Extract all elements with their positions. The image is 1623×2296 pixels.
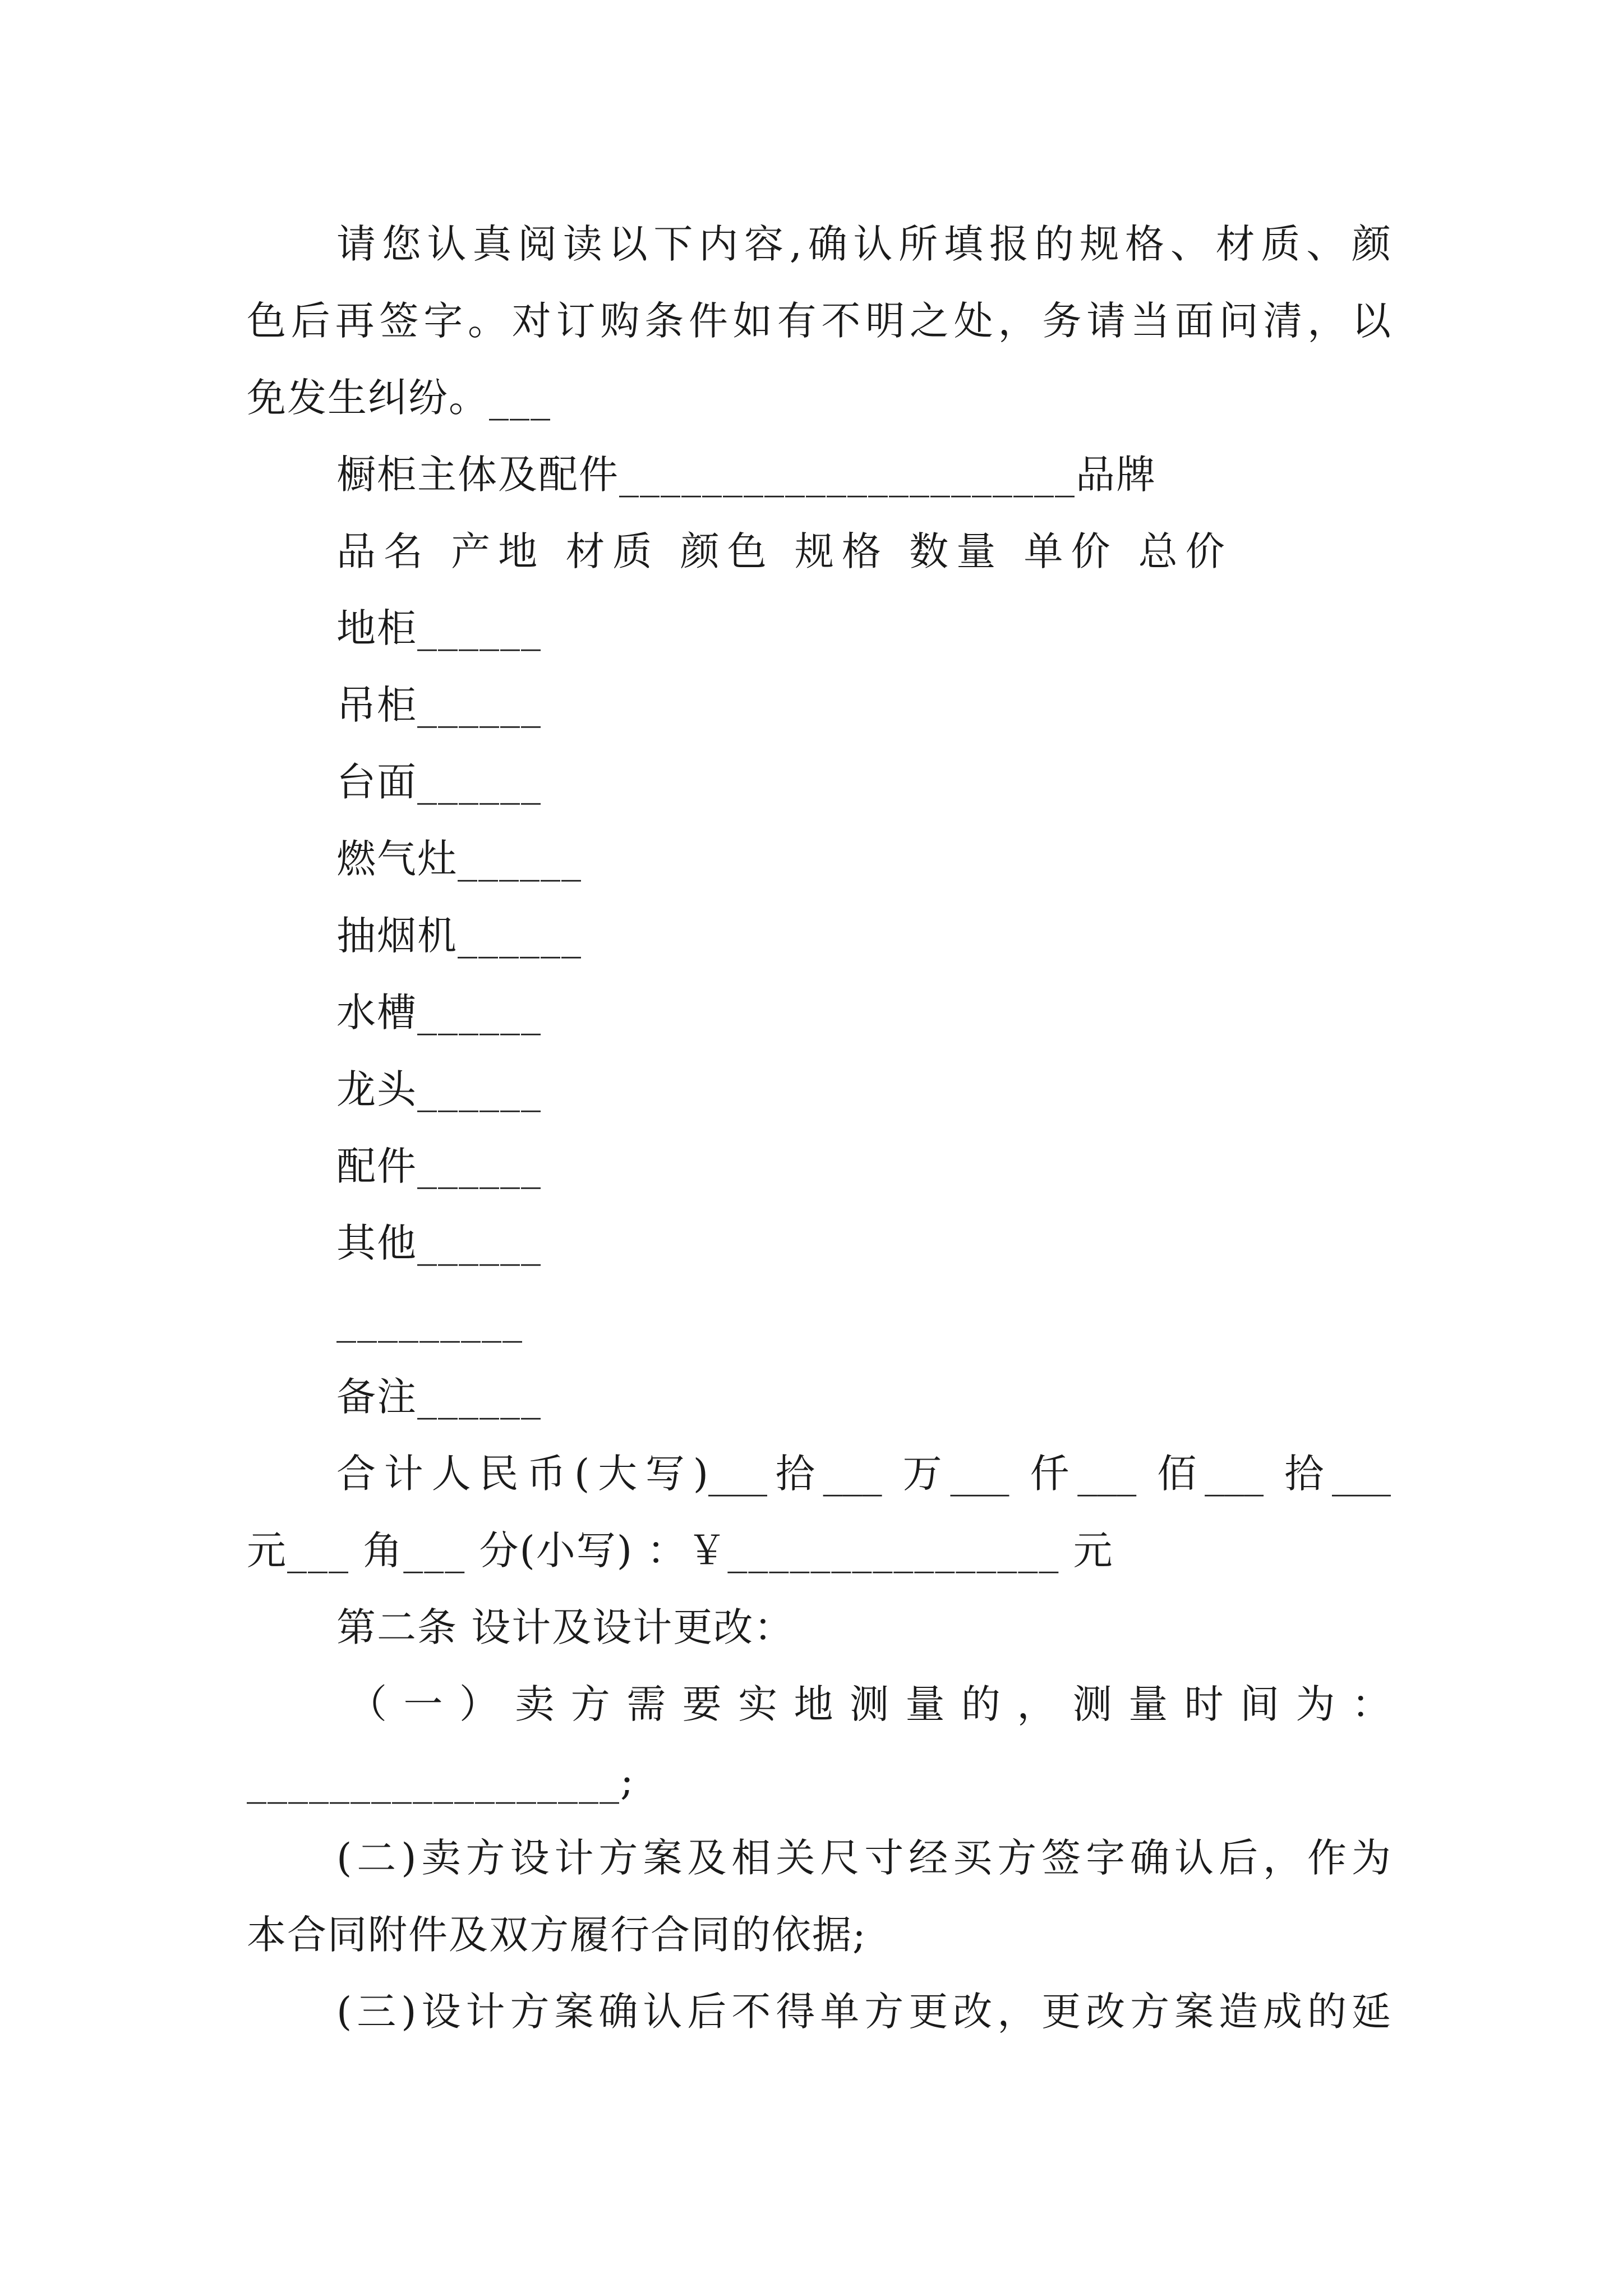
- clause-2-3-line-1: (三)设计方案确认后不得单方更改，更改方案造成的延: [336, 1989, 1391, 2035]
- clause-2-1-line-2: __________________;: [247, 1758, 635, 1804]
- paragraph-intro-line-1: 请您认真阅读以下内容,确认所填报的规格、材质、颜: [336, 221, 1391, 267]
- item-accessories: 配件______: [336, 1143, 542, 1189]
- cabinet-body-brand-line: 橱柜主体及配件______________________品牌: [336, 452, 1156, 498]
- item-gas-stove: 燃气灶______: [336, 836, 582, 882]
- paragraph-intro-line-3: 免发生纠纷。___: [247, 375, 551, 421]
- clause-2-1-line-1: （一）卖方需要实地测量的，测量时间为：: [348, 1681, 1391, 1727]
- clause-2-2-line-2: 本合同附件及双方履行合同的依据;: [247, 1912, 867, 1958]
- total-amount-line-1: 合计人民币(大写)___拾___ 万___ 仟___ 佰___ 拾___: [336, 1451, 1391, 1497]
- clause-2-2-line-1: (二)卖方设计方案及相关尺寸经买方签字确认后，作为: [336, 1835, 1391, 1881]
- item-faucet: 龙头______: [336, 1066, 542, 1112]
- table-header-line: 品名 产地 材质 颜色 规格 数量 单价 总价: [336, 528, 1233, 574]
- item-floor-cabinet: 地柜______: [336, 605, 542, 651]
- item-range-hood: 抽烟机______: [336, 913, 582, 959]
- item-sink: 水槽______: [336, 990, 542, 1036]
- item-other: 其他______: [336, 1220, 542, 1266]
- item-countertop: 台面______: [336, 759, 542, 805]
- total-amount-line-2: 元___ 角___ 分(小写) ：￥________________ 元: [247, 1527, 1114, 1573]
- blank-line: _________: [336, 1297, 523, 1343]
- article-2-heading: 第二条 设计及设计更改：: [336, 1604, 795, 1650]
- item-remarks: 备注______: [336, 1374, 542, 1420]
- item-wall-cabinet: 吊柜______: [336, 682, 542, 728]
- paragraph-intro-line-2: 色后再签字。对订购条件如有不明之处，务请当面问清，以: [247, 298, 1391, 344]
